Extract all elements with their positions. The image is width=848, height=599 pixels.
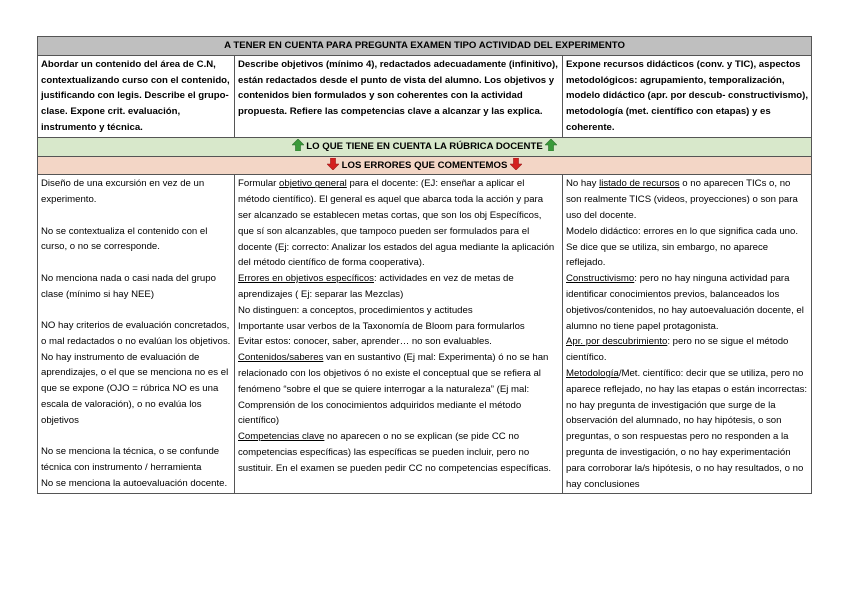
col2-paragraph: Competencias clave no aparecen o no se explican (se pide CC no competencias específicas) las específicas se pueden incluir, pero no sustituir. En el examen se pueden pedir CC no competencias específicas. (238, 431, 552, 474)
col1-paragraph: Diseño de una excursión en vez de un experimento. (41, 178, 205, 206)
underlined-term: Metodología (566, 367, 619, 379)
col3-paragraph: Apr. por descubrimiento: pero no se sigue el método científico. (566, 336, 789, 364)
title-row (38, 37, 812, 56)
errors-cell (38, 156, 812, 175)
errors-row (38, 156, 812, 175)
underlined-term: Errores en objetivos específicos (238, 273, 374, 285)
header-col2: Describe objetivos (mínimo 4), redactados adecuadamente (infinitivo), están redactados desde el punto de vista del alumno. Los objetivos y contenidos bien formulados y son coherentes con la actividad propuesta. Refiere las competencias clave a alcanzar y las explica. (235, 55, 563, 137)
criteria-header-row (38, 55, 812, 137)
rubric-label: LO QUE TIENE EN CUENTA LA RÚBRICA DOCENTE (306, 140, 543, 152)
col2-paragraph: Evitar estos: conocer, saber, aprender… no son evaluables. (238, 336, 492, 348)
col2-paragraph: Importante usar verbos de la Taxonomía de Bloom para formularlos (238, 320, 525, 332)
col1-paragraph: No menciona nada o casi nada del grupo clase (mínimo si hay NEE) (41, 272, 216, 300)
col3-paragraph: Metodología/Met. científico: decir que se utiliza, pero no aparece reflejado, no hay las etapas o están incorrectas: no hay pregunta de investigación que surge de la observación del alumnado, no hay hipótesis, o son preguntas, o son respuestas pero no responden a la pregunta de investigación, o no hay experimentación para corroborar la/s hipótesis, o no hay resultados, o no hay conclusiones (566, 367, 808, 490)
col1-paragraph: No se menciona la técnica, o se confunde técnica con instrumento / herramienta (41, 446, 220, 473)
errors-col3 (563, 175, 812, 494)
header-col3: Expone recursos didácticos (conv. y TIC), aspectos metodológicos: agrupamiento, temporalización, modelo didáctico (apr. por descub- constructivismo), metodología (met. científico con etapas) y es coherente. (563, 55, 812, 137)
errors-col1 (38, 175, 235, 494)
col2-paragraph: No distinguen: a conceptos, procedimientos y actitudes (238, 304, 473, 316)
arrow-up-icon (545, 139, 557, 151)
underlined-term: listado de recursos (599, 178, 680, 190)
header-col1: Abordar un contenido del área de C.N, contextualizando curso con el contenido, justificando con legis. Describe el grupo-clase. Expone crit. evaluación, instrumento y técnica. (38, 55, 235, 137)
arrow-up-icon (292, 139, 304, 151)
col2-paragraph: Contenidos/saberes van en sustantivo (Ej mal: Experimenta) ó no se han relacionado con los objetivos ó no existe el conceptual que se refiera al fenómeno “sobre el que se quiere interrogar a la naturaleza” (Ej mal: Comprensión de los conocimientos adquiridos mediante el método científico) (238, 352, 549, 427)
col3-paragraph: Constructivismo: pero no hay ninguna actividad para identificar conocimientos previos, balanceados los objetivos/contenidos, no hay autoevaluación docente, el alumno no tiene papel protagonista. (566, 273, 804, 332)
underlined-term: Contenidos/saberes (238, 352, 324, 364)
col2-paragraph: Errores en objetivos específicos: actividades en vez de metas de aprendizajes ( Ej: separar las Mezclas) (238, 273, 514, 300)
rubric-row (38, 137, 812, 156)
col1-paragraph: No hay instrumento de evaluación de aprendizajes, o el que se menciona no es el que se expone (OJO = rúbrica NO es una escala de valoración), o no evalúa los objetivos (41, 351, 229, 426)
underlined-term: Apr. por descubrimiento (566, 336, 668, 348)
arrow-down-icon (327, 158, 339, 170)
col1-paragraph: NO hay criterios de evaluación concretados, o mal redactados o no evalúan los objetivos. (41, 319, 231, 347)
criteria-table (37, 36, 812, 494)
table-title: A TENER EN CUENTA PARA PREGUNTA EXAMEN TIPO ACTIVIDAD DEL EXPERIMENTO (38, 37, 812, 56)
arrow-down-icon (510, 158, 522, 170)
errors-body-row (38, 175, 812, 494)
errors-label: LOS ERRORES QUE COMENTEMOS (341, 159, 508, 171)
col3-paragraph: Modelo didáctico: errores en lo que significa cada uno. Se dice que se utiliza, sin embargo, no aparece reflejado. (566, 225, 798, 269)
underlined-term: objetivo general (279, 178, 347, 190)
underlined-term: Competencias clave (238, 431, 325, 443)
rubric-cell (38, 137, 812, 156)
underlined-term: Constructivismo (566, 273, 635, 285)
col2-paragraph: Formular objetivo general para el docente: (EJ: enseñar a aplicar el método científico). El general es aquel que abarca toda la acción y para ser alcanzado se establecen metas cortas, que son los obj Específicos, que sí son alcanzables, que tampoco pueden ser formulados para el docente (Ej: correcto: Analizar los estados del agua mediante la aplicación del método científico de forma cooperativa). (238, 178, 555, 269)
col1-paragraph: No se contextualiza el contenido con el curso, o no se corresponde. (41, 225, 208, 253)
col3-paragraph: No hay listado de recursos o no aparecen TICs o, no son realmente TICS (videos, proyecciones) o son para uso del docente. (566, 178, 798, 221)
errors-col2 (235, 175, 563, 494)
col1-paragraph: No se menciona la autoevaluación docente. (41, 477, 228, 489)
